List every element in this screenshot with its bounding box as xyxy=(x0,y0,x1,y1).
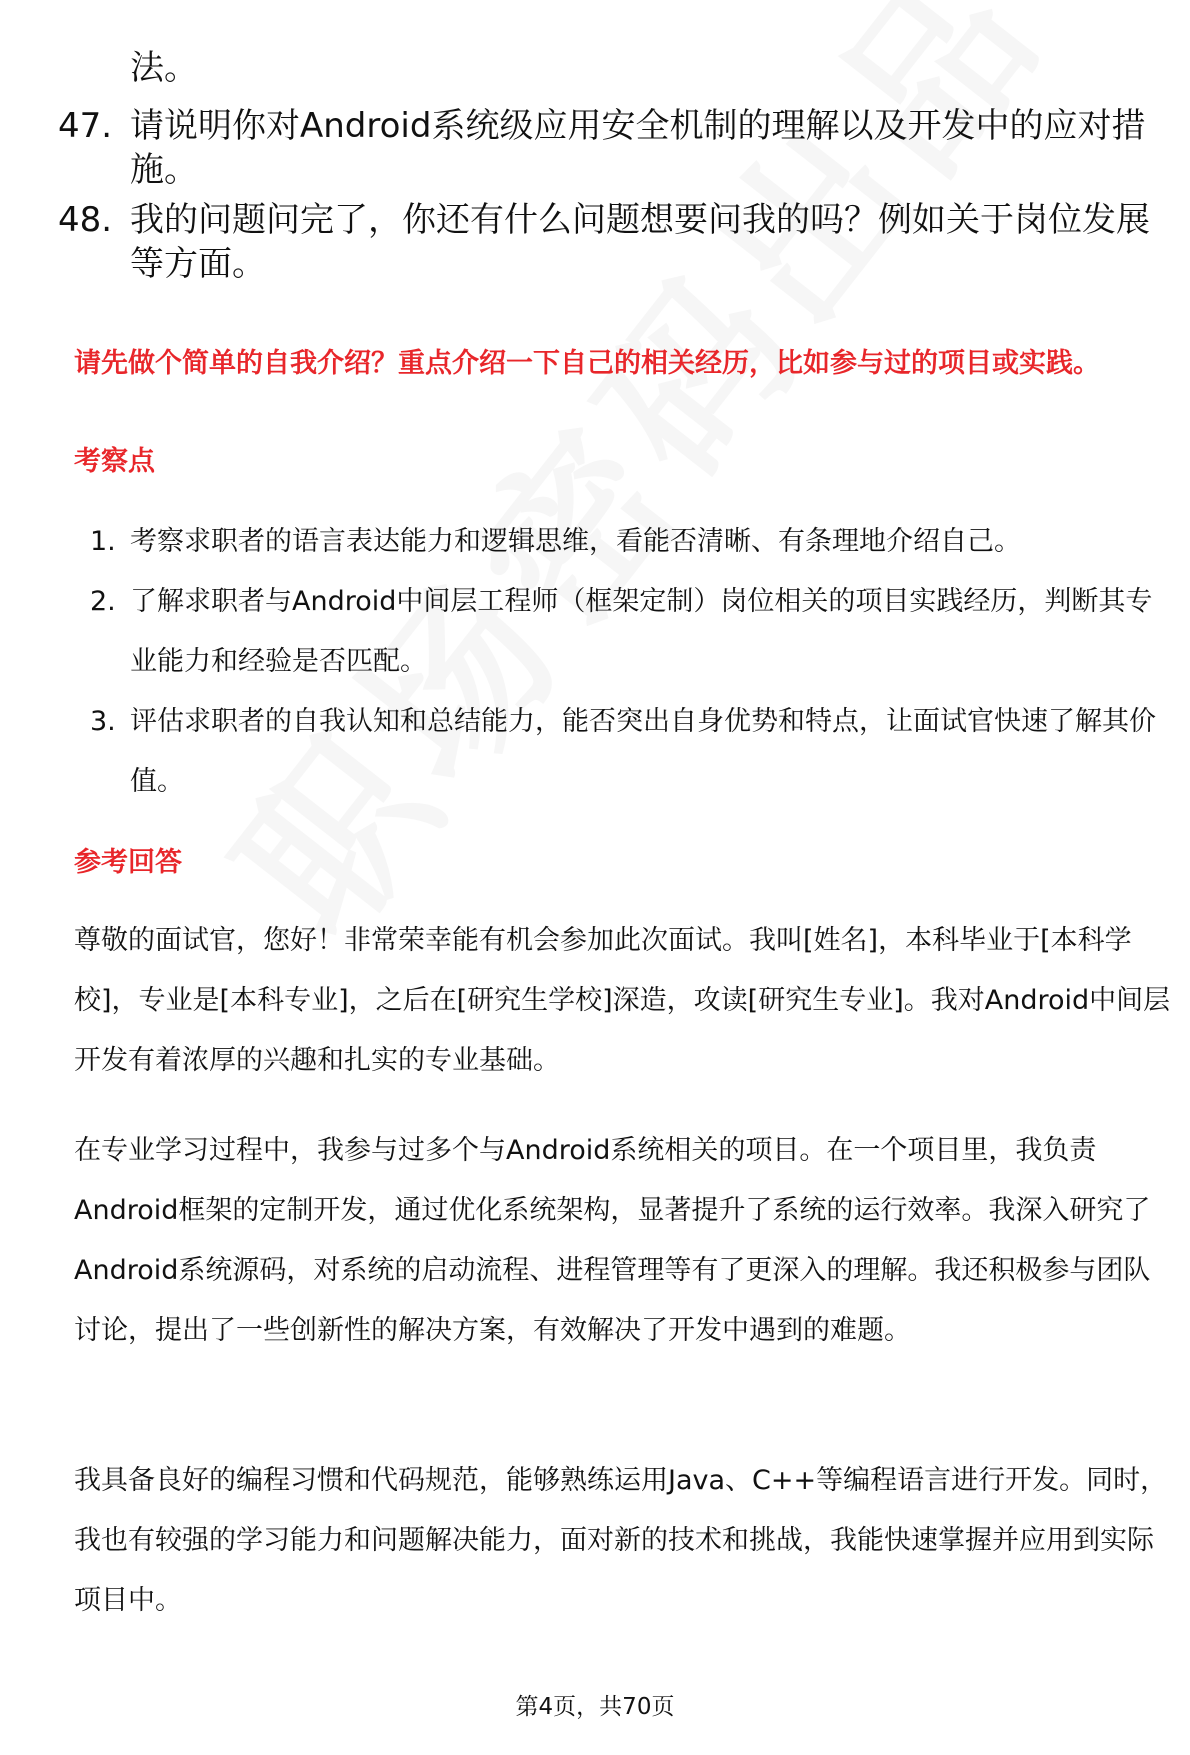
interview-question-title: 请先做个简单的自我介绍？重点介绍一下自己的相关经历，比如参与过的项目或实践。 xyxy=(74,348,1100,379)
page-footer: 第4页，共70页 xyxy=(515,1694,675,1720)
list-item-text: 考察求职者的语言表达能力和逻辑思维，看能否清晰、有条理地介绍自己。 xyxy=(130,526,1021,557)
question-number: 48. xyxy=(58,200,113,240)
question-item-continued xyxy=(58,46,1168,90)
list-item xyxy=(74,512,1169,572)
list-item-number: 3. xyxy=(90,706,116,737)
answer-label: 参考回答 xyxy=(74,847,182,878)
answer-paragraph: 在专业学习过程中，我参与过多个与Android系统相关的项目。在一个项目里，我负责Android框架的定制开发，通过优化系统架构，显著提升了系统的运行效率。我深入研究了Android系统源码，对系统的启动流程、进程管理等有了更深入的理解。我还积极参与团队讨论，提出了一些创新性的解决方案，有效解决了开发中遇到的难题。 xyxy=(74,1135,1151,1346)
list-item xyxy=(74,692,1169,812)
question-number: 47. xyxy=(58,106,113,146)
question-item-47 xyxy=(58,104,1168,192)
question-text: 法。 xyxy=(130,48,198,88)
question-text: 请说明你对Android系统级应用安全机制的理解以及开发中的应对措施。 xyxy=(130,106,1146,190)
points-label: 考察点 xyxy=(74,446,155,477)
points-list xyxy=(74,512,1169,812)
answer-paragraph: 尊敬的面试官，您好！非常荣幸能有机会参加此次面试。我叫[姓名]，本科毕业于[本科学校]，专业是[本科专业]，之后在[研究生学校]深造，攻读[研究生专业]。我对Android中间层开发有着浓厚的兴趣和扎实的专业基础。 xyxy=(74,925,1171,1076)
question-item-48 xyxy=(58,198,1168,286)
question-text: 我的问题问完了，你还有什么问题想要问我的吗？例如关于岗位发展等方面。 xyxy=(130,200,1150,284)
list-item-text: 评估求职者的自我认知和总结能力，能否突出自身优势和特点，让面试官快速了解其价值。 xyxy=(130,706,1156,797)
list-item xyxy=(74,572,1169,692)
list-item-number: 1. xyxy=(90,526,116,557)
list-item-text: 了解求职者与Android中间层工程师（框架定制）岗位相关的项目实践经历，判断其专业能力和经验是否匹配。 xyxy=(130,586,1153,677)
list-item-number: 2. xyxy=(90,586,116,617)
answer-paragraph: 我具备良好的编程习惯和代码规范，能够熟练运用Java、C++等编程语言进行开发。同时，我也有较强的学习能力和问题解决能力，面对新的技术和挑战，我能快速掌握并应用到实际项目中。 xyxy=(74,1465,1168,1616)
